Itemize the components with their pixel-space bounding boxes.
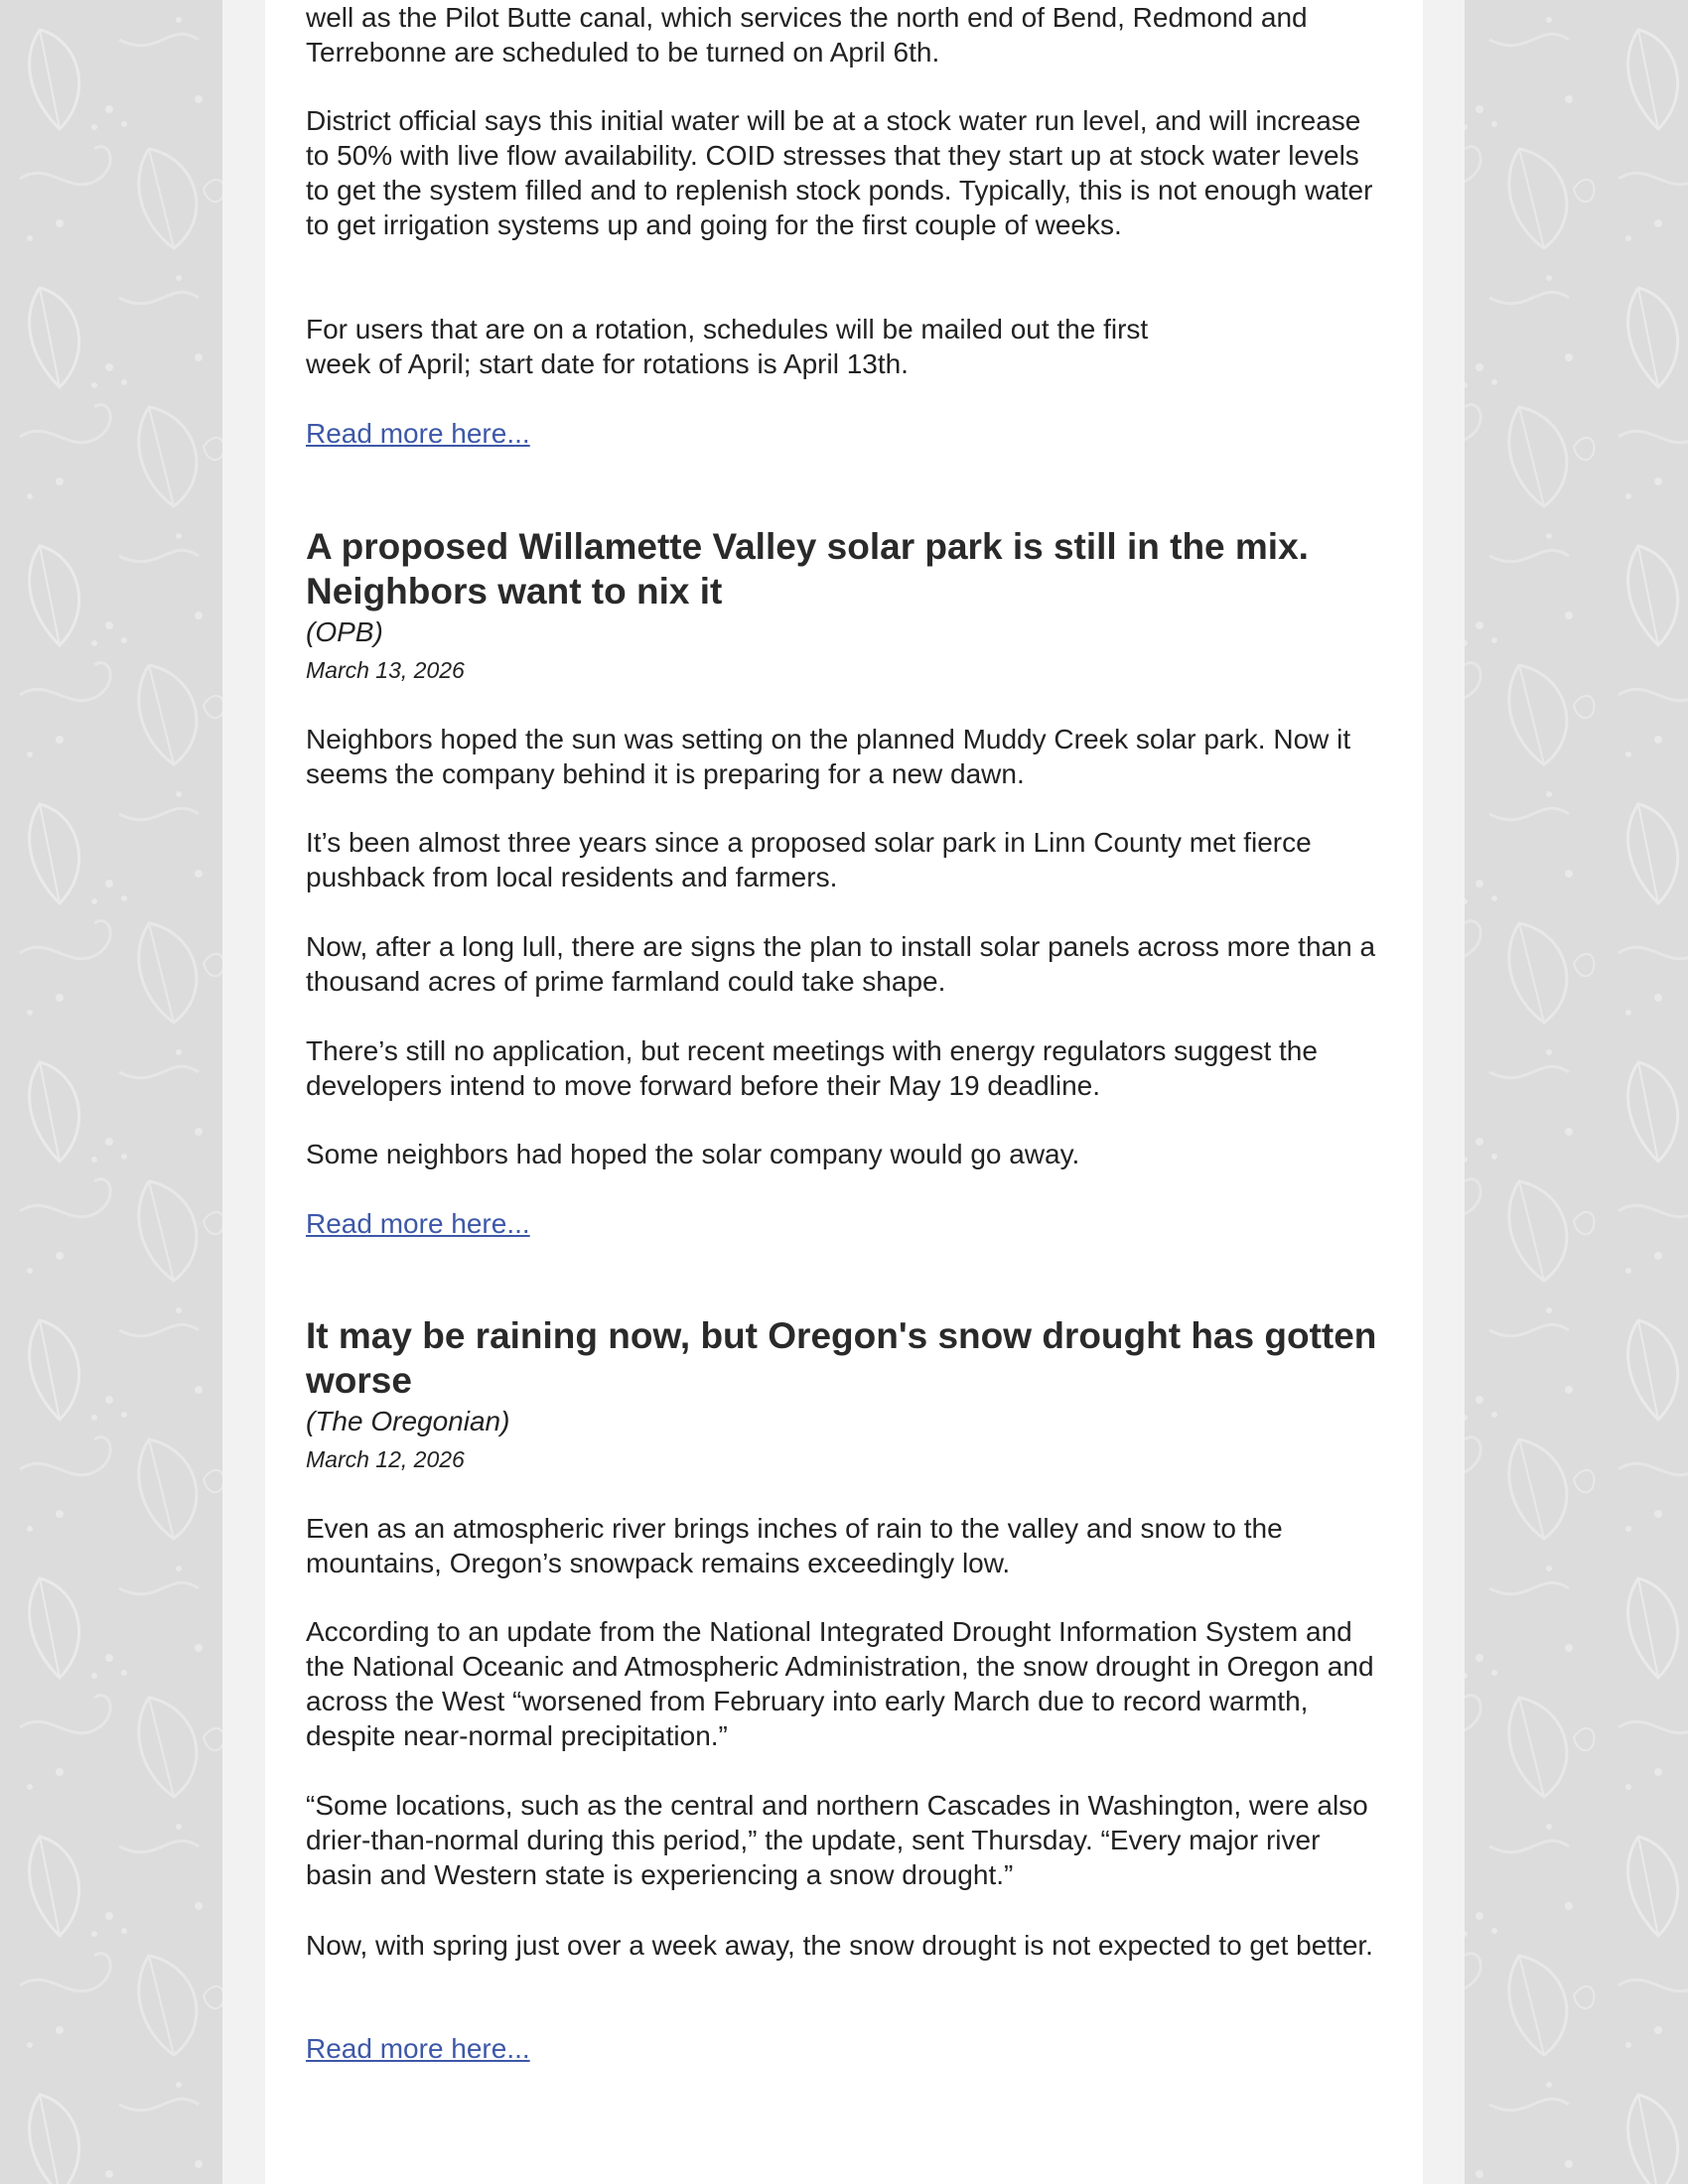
article3-source: (The Oregonian)	[306, 1406, 510, 1436]
article1-paragraph: For users that are on a rotation, schedules will be mailed out the first week of April; start date for rotations is April 13th.	[306, 314, 1149, 379]
article2-paragraph: Neighbors hoped the sun was setting on the planned Muddy Creek solar park. Now it seems the company behind it is preparing for a new dawn.	[306, 724, 1351, 789]
article3-headline: It may be raining now, but Oregon's snow drought has gotten worse	[306, 1315, 1377, 1401]
article1-paragraph: District official says this initial water will be at a stock water run level, and will increase to 50% with live flow availability. COID stresses that they start up at stock water levels to get the system filled and to replenish stock ponds. Typically, this is not enough water to get irrigation systems up and going for the first couple of weeks.	[306, 105, 1373, 240]
article3-read-more-link[interactable]: Read more here...	[306, 2033, 530, 2064]
article3-paragraph: Now, with spring just over a week away, the snow drought is not expected to get better.	[306, 1930, 1373, 1961]
article2-paragraph: Some neighbors had hoped the solar company would go away.	[306, 1139, 1080, 1169]
article1-read-more-link[interactable]: Read more here...	[306, 418, 530, 449]
article2-read-more-link[interactable]: Read more here...	[306, 1208, 530, 1239]
article2-paragraph: It’s been almost three years since a proposed solar park in Linn County met fierce pushback from local residents and farmers.	[306, 827, 1312, 892]
article3-paragraph: Even as an atmospheric river brings inches of rain to the valley and snow to the mountains, Oregon’s snowpack remains exceedingly low.	[306, 1513, 1283, 1578]
article2-paragraph: Now, after a long lull, there are signs the plan to install solar panels across more than a thousand acres of prime farmland could take shape.	[306, 931, 1376, 997]
article2-paragraph: There’s still no application, but recent meetings with energy regulators suggest the developers intend to move forward before their May 19 deadline.	[306, 1035, 1318, 1101]
article3-paragraph: “Some locations, such as the central and northern Cascades in Washington, were also drier-than-normal during this period,” the update, sent Thursday. “Every major river basin and Western state is experiencing a snow drought.”	[306, 1790, 1368, 1890]
article2-source: (OPB)	[306, 616, 383, 647]
article3-paragraph: According to an update from the National Integrated Drought Information System and the National Oceanic and Atmospheric Administration, the snow drought in Oregon and across the West “worsened from February into early March due to record warmth, despite near-normal precipitation.”	[306, 1616, 1374, 1751]
article3-date: March 12, 2026	[306, 1446, 465, 1472]
article1-paragraph: well as the Pilot Butte canal, which services the north end of Bend, Redmond and Terrebonne are scheduled to be turned on April 6th.	[306, 2, 1308, 68]
article2-headline: A proposed Willamette Valley solar park is still in the mix. Neighbors want to nix it	[306, 526, 1309, 612]
article2-date: March 13, 2026	[306, 657, 465, 683]
